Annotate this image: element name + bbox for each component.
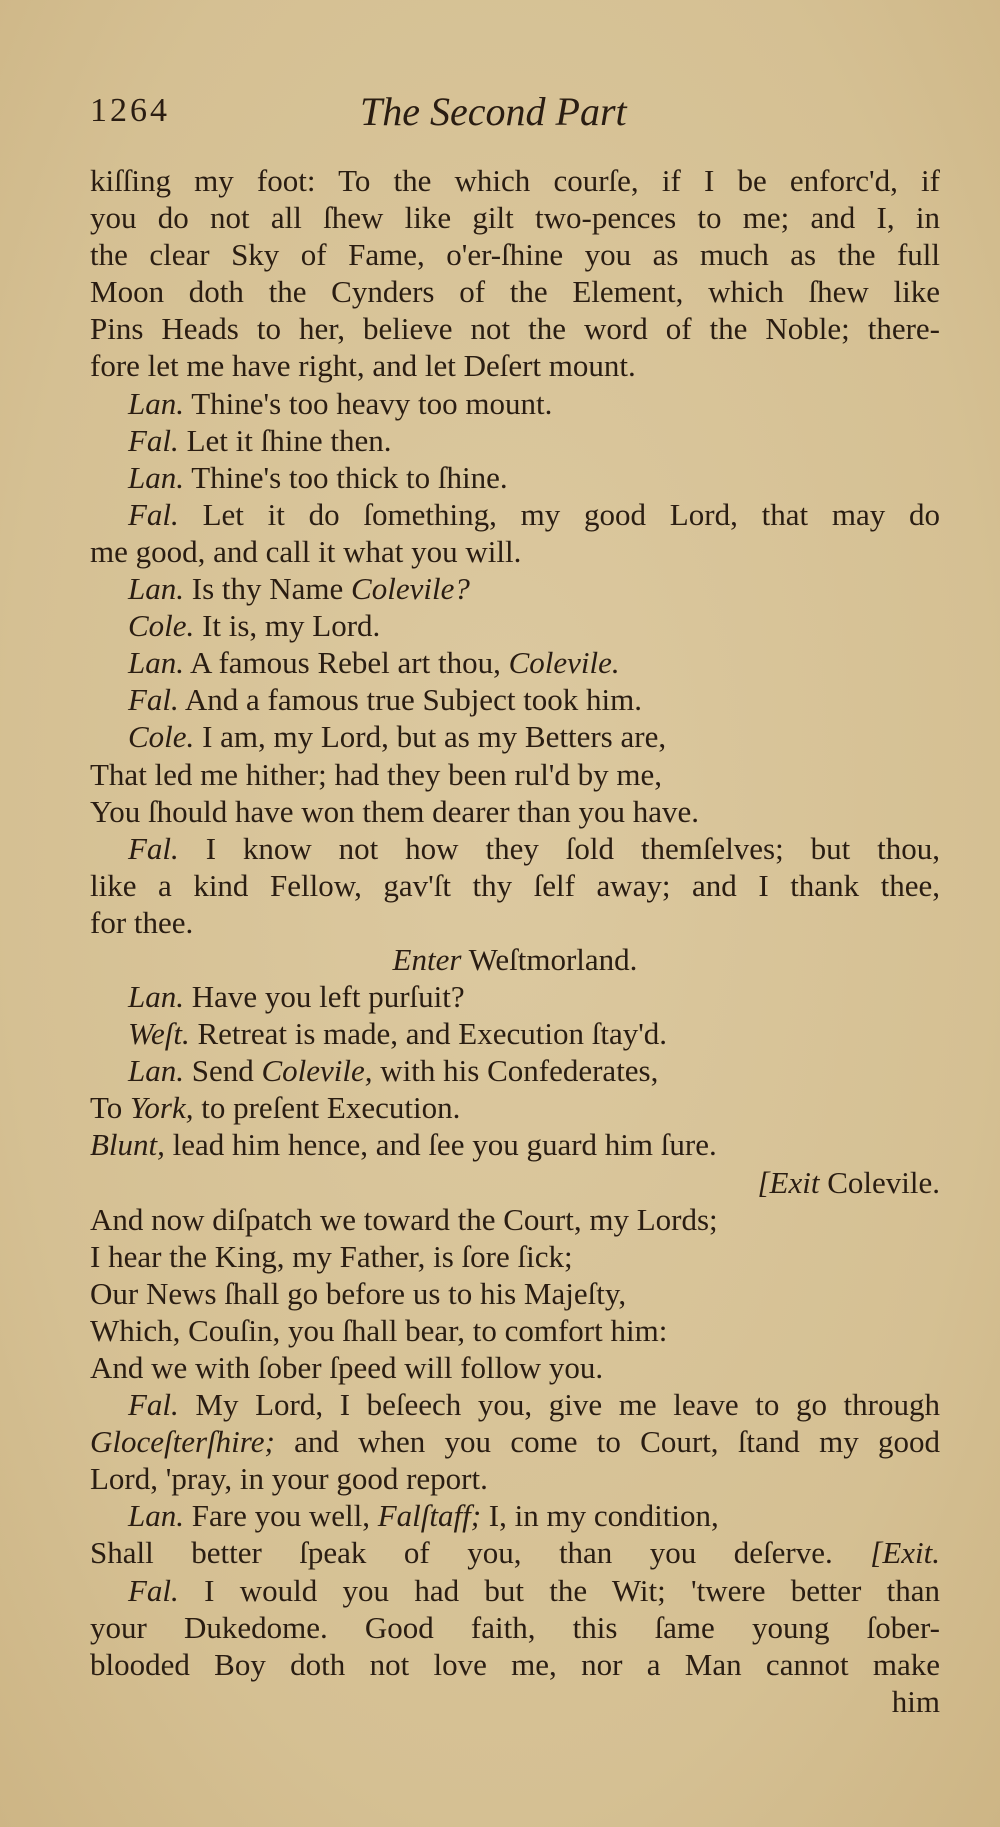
text-line <box>90 347 940 384</box>
text-line <box>90 941 940 978</box>
text-line <box>90 310 940 347</box>
text-line <box>90 1312 940 1349</box>
italic-text: Colevile? <box>351 571 470 607</box>
speaker-name: Fal. <box>128 496 179 532</box>
text-line <box>90 1460 940 1497</box>
running-head: The Second Part <box>360 89 627 134</box>
line-text: blooded Boy doth not love me, nor a Man cannot make <box>90 1646 940 1682</box>
text-line <box>90 1052 940 1089</box>
text-line <box>90 1238 940 1275</box>
line-text: kiſſing my foot: To the which courſe, if I be enforc'd, if <box>90 163 940 198</box>
speaker-name: Lan. <box>128 385 184 421</box>
line-text: him <box>891 1683 940 1719</box>
text-line <box>90 1386 940 1423</box>
speaker-name: Cole. <box>128 608 195 644</box>
text-line <box>90 496 940 533</box>
speaker-name: Blunt, <box>90 1127 165 1163</box>
line-text: like a kind Fellow, gav'ſt thy ſelf away; and I thank thee, <box>90 867 940 903</box>
text-line <box>90 978 940 1015</box>
speaker-name: Lan. <box>128 571 184 607</box>
text-line <box>90 236 940 273</box>
stage-direction: [Exit. <box>870 1535 941 1571</box>
text-line <box>90 1201 940 1238</box>
line-text: the clear Sky of Fame, o'er-ſhine you as much as the full <box>90 237 940 273</box>
page-number: 1264 <box>90 92 170 129</box>
line-text: I would you had but the Wit; 'twere better than <box>178 1572 940 1608</box>
line-text: And a famous true Subject took him. <box>178 682 643 718</box>
line-text: That led me hither; had they been rul'd by me, <box>90 756 663 792</box>
page-header <box>90 89 940 142</box>
speaker-name: Lan. <box>128 1053 184 1089</box>
text-line <box>90 533 940 570</box>
text-line <box>90 1275 940 1312</box>
line-text: I hear the King, my Father, is ſore ſick; <box>90 1238 573 1274</box>
speaker-name: Fal. <box>128 682 179 718</box>
text-line <box>90 273 940 310</box>
line-text: Lord, 'pray, in your good report. <box>90 1461 488 1497</box>
italic-text: Colevile. <box>508 645 620 681</box>
line-text-continued: to preſent Execution. <box>193 1090 461 1126</box>
text-line <box>90 1423 940 1460</box>
text-line <box>90 1572 940 1609</box>
line-text: Weſtmorland. <box>461 941 638 977</box>
text-line <box>90 756 940 793</box>
text-line <box>90 1089 940 1126</box>
line-text: To <box>90 1090 131 1126</box>
line-text: Moon doth the Cynders of the Element, which ſhew like <box>90 274 940 310</box>
line-text: Let it do ſomething, my good Lord, that may do <box>178 496 940 532</box>
text-line <box>90 644 940 681</box>
text-line <box>90 793 940 830</box>
line-text: Thine's too heavy too mount. <box>184 385 553 421</box>
text-line <box>90 681 940 718</box>
line-text: It is, my Lord. <box>194 608 381 644</box>
speaker-name: Fal. <box>128 830 179 866</box>
text-line <box>90 904 940 941</box>
line-text: Pins Heads to her, believe not the word of the Noble; there- <box>90 311 940 347</box>
text-line <box>90 459 940 496</box>
line-text: Send <box>184 1053 262 1089</box>
speaker-name: [Exit <box>757 1164 820 1200</box>
text-line <box>90 199 940 236</box>
line-text: And we with ſober ſpeed will follow you. <box>90 1350 604 1385</box>
line-text: Fare you well, <box>184 1498 378 1534</box>
line-text: your Dukedome. Good faith, this ſame young ſober- <box>90 1609 940 1645</box>
line-text: you do not all ſhew like gilt two-pences to me; and I, in <box>90 200 940 236</box>
speaker-name: Lan. <box>128 1498 184 1534</box>
line-text: Have you left purſuit? <box>184 979 465 1015</box>
speaker-name: Fal. <box>128 1572 179 1608</box>
speaker-name: Enter <box>392 941 462 977</box>
line-text: I am, my Lord, but as my Betters are, <box>194 719 667 755</box>
line-text: I know not how they ſold themſelves; but thou, <box>178 830 940 866</box>
text-line <box>90 422 940 459</box>
play-text <box>90 162 940 1720</box>
speaker-name: Lan. <box>128 459 184 495</box>
line-text: and when you come to Court, ſtand my good <box>274 1424 940 1460</box>
line-text: Which, Couſin, you ſhall bear, to comfort him: <box>90 1312 668 1348</box>
text-line <box>90 385 940 422</box>
text-line <box>90 1646 940 1683</box>
speaker-name: Lan. <box>128 645 184 681</box>
italic-text: Colevile, <box>261 1053 373 1089</box>
line-text: You ſhould have won them dearer than you have. <box>90 793 699 829</box>
italic-text: Falſtaff; <box>377 1498 482 1534</box>
line-text: me good, and call it what you will. <box>90 533 522 569</box>
line-text: Our News ſhall go before us to his Majeſty, <box>90 1275 627 1311</box>
text-line <box>90 1349 940 1386</box>
line-text: Is thy Name <box>184 571 352 607</box>
line-text: A famous Rebel art thou, <box>184 645 509 681</box>
line-text-continued: I, in my condition, <box>481 1498 719 1534</box>
line-text: Retreat is made, and Execution ſtay'd. <box>189 1016 668 1052</box>
speaker-name: Fal. <box>128 422 179 458</box>
text-line <box>90 1497 940 1534</box>
line-text-continued: with his Confederates, <box>372 1053 659 1089</box>
text-line <box>90 830 940 867</box>
line-text: Thine's too thick to ſhine. <box>184 459 508 495</box>
text-line <box>90 1609 940 1646</box>
text-line <box>90 1683 940 1720</box>
text-line <box>90 718 940 755</box>
text-line <box>90 1015 940 1052</box>
text-line <box>90 1534 940 1571</box>
speaker-name: Fal. <box>128 1387 179 1423</box>
line-text: Colevile. <box>819 1164 940 1200</box>
speaker-name: Gloceſterſhire; <box>90 1424 275 1460</box>
speaker-name: Weſt. <box>128 1016 190 1052</box>
line-text: lead him hence, and ſee you guard him ſure. <box>164 1127 717 1163</box>
text-line <box>90 867 940 904</box>
line-text: fore let me have right, and let Deſert mount. <box>90 348 636 384</box>
text-line <box>90 1126 940 1163</box>
line-text: Let it ſhine then. <box>178 422 392 458</box>
speaker-name: Lan. <box>128 979 184 1015</box>
line-text: My Lord, I beſeech you, give me leave to go through <box>178 1387 940 1423</box>
text-line <box>90 570 940 607</box>
italic-text: York, <box>130 1090 194 1126</box>
line-text: And now diſpatch we toward the Court, my Lords; <box>90 1201 718 1237</box>
speaker-name: Cole. <box>128 719 195 755</box>
line-text: for thee. <box>90 904 194 940</box>
line-text: Shall better ſpeak of you, than you deſerve. <box>90 1535 833 1571</box>
text-line <box>90 607 940 644</box>
text-line <box>90 1164 940 1201</box>
text-line <box>90 162 940 199</box>
